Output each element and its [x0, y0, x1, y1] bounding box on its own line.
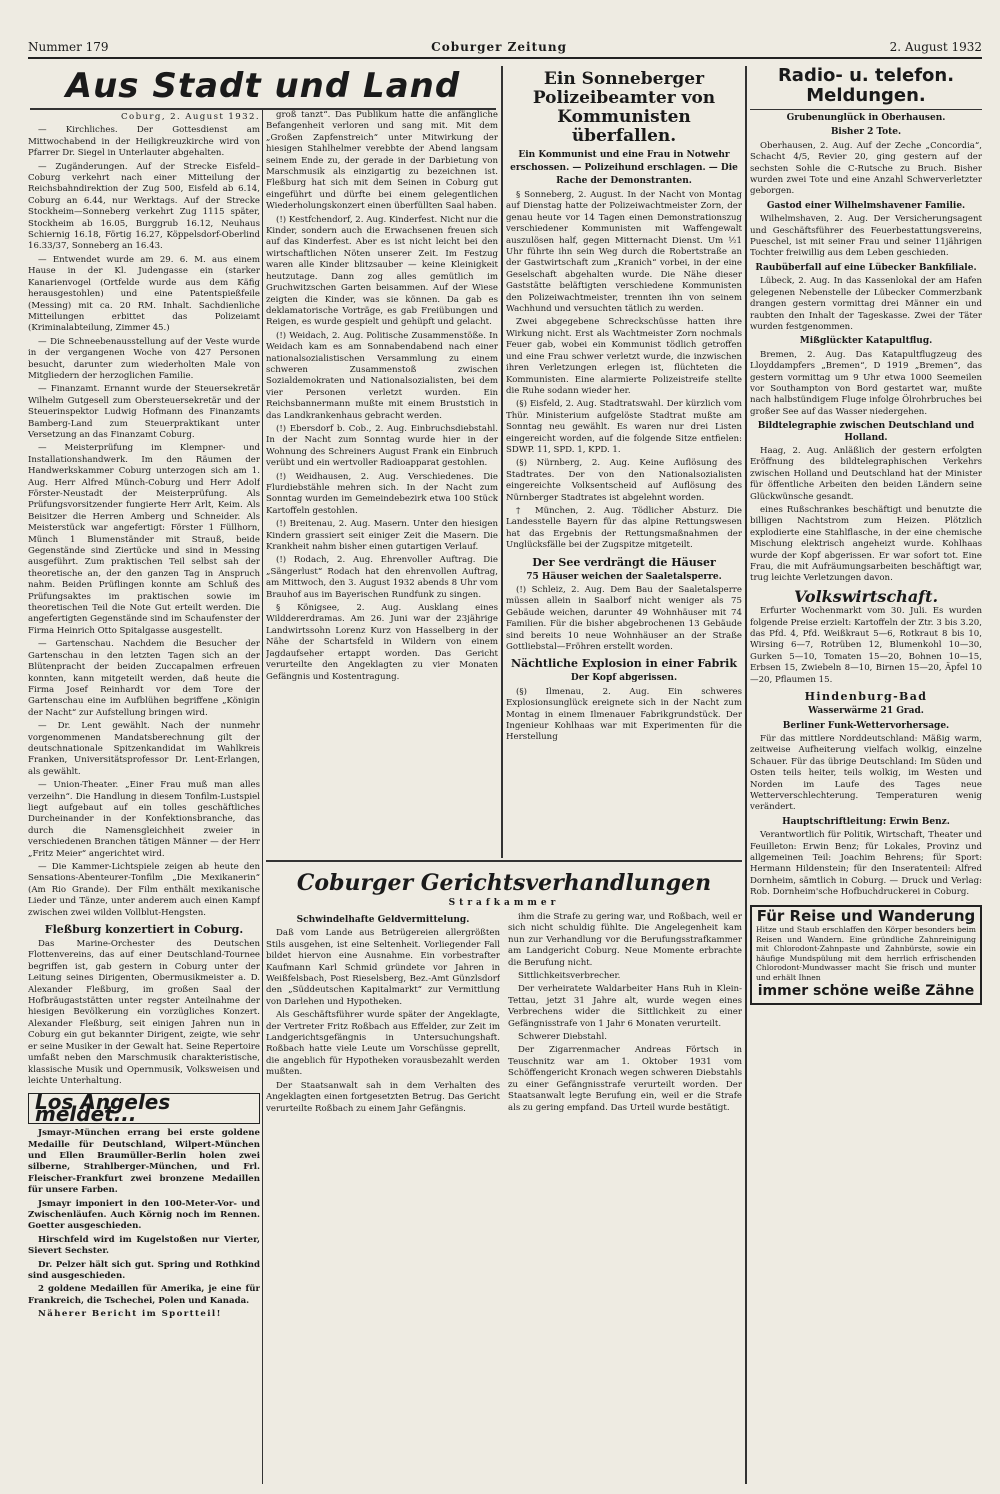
- news-paragraph: — Zugänderungen. Auf der Strecke Eisfeld–Coburg verkehrt nach einer Mitteilung der Reichsbahndirektion der Zug 500, Eisfeld ab 6.14, Coburg an 6.44, nur Werktags. Auf der Strecke Stockheim—Sonneberg verkehrt Zug 1115 später, Stockheim ab 16.05, Burggrub 16.12, Neuhaus Schiernig 16.18, Förtig 16.27, Köppelsdorf-Oberlind 16.33/37, Sonneberg an 16.43.: [28, 161, 260, 252]
- issue-date: 2. August 1932: [889, 40, 982, 54]
- news-paragraph: — Gartenschau. Nachdem die Besucher der Gartenschau in den letzten Tagen sich an der Blütenpracht der beiden Zuccapalmen erfreuen konnten, kann mitgeteilt werden, daß heute die Firma Josef Reinhardt vor dem Tore der Gartenschau eine im Aufblühen begriffene „Königin der Nacht“ zur Aufstellung bringen wird.: [28, 639, 260, 718]
- economy-text: Erfurter Wochenmarkt vom 30. Juli. Es wurden folgende Preise erzielt: Kartoffeln der Ztr. 3 bis 3.20, das Pfd. 4, Pfd. Weißkraut 5—6, Rotkraut 8 bis 10, Wirsing 6—7, Rotrüben 12, Blumenkohl 10—30, Gurken 5—10, Tomaten 15—20, Bohnen 10—15, Erbsen 15, Zwiebeln 8—10, Birnen 15—20, Äpfel 10—20, Pflaumen 15.: [750, 606, 982, 685]
- column-rule: [501, 66, 503, 858]
- economy-heading: Volkswirtschaft.: [793, 586, 939, 606]
- case-text: [266, 928, 500, 1115]
- radio-item-heading: Raubüberfall auf eine Lübecker Bankfiliale.: [755, 262, 977, 273]
- article-heading: Ein Sonneberger Polizeibeamter von Kommunisten überfallen.: [532, 69, 716, 146]
- dateline: Coburg, 2. August 1932.: [121, 112, 260, 122]
- section-title: Aus Stadt und Land: [30, 66, 496, 110]
- news-paragraph: — Dr. Lent gewählt. Nach der nunmehr vorgenommenen Mandatsberechnung gilt der deutschnationale Spitzenkandidat im Wahlkreis Franken, Universitätsprofessor Dr. Lent-Erlangen, als gewählt.: [28, 721, 260, 777]
- radio-item-text: Lübeck, 2. Aug. In das Kassenlokal der am Hafen gelegenen Nebenstelle der Lübecker Commerzbank drangen gestern vormittag drei Männer ein und raubten den Inhalt der Tageskasse. Zwei der Täter wurden festgenommen.: [750, 276, 982, 332]
- court-paragraph: Der verheiratete Waldarbeiter Hans Ruh in Klein-Tettau, jetzt 31 Jahre alt, wurde wegen eines Verbrechens wider die Sittlichkeit zu einer Gefängnisstrafe von 1 Jahr 6 Monaten verurteilt.: [508, 984, 742, 1029]
- news-paragraph: (!) Weidach, 2. Aug. Politische Zusammenstöße. In Weidach kam es am Sonnabendabend nach einer nationalsozialistischen Versammlung zu einem schweren Zusammenstoß zwischen Sozialdemokraten und Nationalsozialisten, bei dem vier Personen verletzt wurden. Ein Reichsbannermann mußte mit einem Bruststich in das Landkrankenhaus gebracht werden.: [266, 330, 498, 421]
- bath-heading: Hindenburg-Bad: [804, 690, 928, 704]
- olympics-paragraph: Hirschfeld wird im Kugelstoßen nur Vierter, Sievert Sechster.: [28, 1234, 260, 1257]
- column-3: [506, 66, 742, 852]
- news-paragraph: (§) Nürnberg, 2. Aug. Keine Auflösung des Stadtrates. Der von den Nationalsozialisten eingereichte Volksentscheid auf Auflösung des Nürnberger Stadtrates ist abgelehnt worden.: [506, 458, 742, 503]
- news-paragraph: — Die Schneebenausstellung auf der Veste wurde in der vergangenen Woche von 427 Personen besucht, darunter zum wiederholten Male von Mitgliedern der herzoglichen Familie.: [28, 336, 260, 381]
- explosion-article: [506, 687, 742, 744]
- masthead: Coburger Zeitung: [431, 40, 567, 54]
- olympics-paragraph: Dr. Pelzer hält sich gut. Spring und Rothkind sind ausgeschieden.: [28, 1259, 260, 1281]
- news-paragraph: Das Marine-Orchester des Deutschen Flottenvereins, das auf einer Deutschland-Tournee begriffen ist, gab gestern in Coburg unter der Leitung seines Dirigenten, Obermusikmeister a. D. Alexander Fleßburg, im großen Saal der Hofbräugaststätten unter regster Anteilnahme der hiesigen Bevölkerung ein vorzügliches Konzert. Alexander Fleßburg, seit einigen Jahren nun in Coburg ein gut bekannter Dirigent, zeigte, wie sehr er seine Musiker in der Gewalt hat. Seine Repertoire umfaßt neben den Marschmusik charakteristische, klassische Musik und Opernmusik, Volksweisen und leichte Unterhaltung.: [28, 939, 260, 1086]
- court-paragraph: Der Staatsanwalt sah in dem Verhalten des Angeklagten einen fortgesetzten Betrug. Das Gericht verurteilte Roßbach zu einem Jahr Gefängnis.: [266, 1080, 500, 1114]
- los-angeles-heading: Los Angeles meldet...: [28, 1093, 260, 1124]
- impressum-text: Verantwortlich für Politik, Wirtschaft, Theater und Feuilleton: Erwin Benz; für Lokales, Provinz und allgemeinen Teil: Joachim Behrens; für Sport: Hermann Hildenstein; für den Inseratenteil: Alfred Dornheim, sämtlich in Coburg. — Druck und Verlag: Rob. Dornheim'sche Hofbuchdruckerei in Coburg.: [750, 830, 982, 898]
- news-paragraph: — Finanzamt. Ernannt wurde der Steuersekretär Wilhelm Gutgesell zum Obersteuersekretär und der Steuerinspektor Ludwig Hofmann des Finanzamts Bamberg-Land zum Steuerpraktikant unter Versetzung an das Finanzamt Coburg.: [28, 384, 260, 440]
- ad-heading: Für Reise und Wanderung: [756, 906, 976, 925]
- news-paragraph: — Union-Theater. „Einer Frau muß man alles verzeihn“. Die Handlung in diesem Tonfilm-Lustspiel liegt aufgebaut auf ein tolles geschäftliches Durcheinander in der Konfektionsbranche, das durch die Namensgleichheit zweier in verschiedenen Branchen tätigen Männer — der Herr „Fritz Meier“ angerichtet wird.: [28, 780, 260, 859]
- column-rule: [745, 66, 747, 1484]
- news-paragraph: (!) Weidhausen, 2. Aug. Verschiedenes. Die Flurdiebstähle mehren sich. In der Nacht zum Sonntag wurden im Gemeindebezirk etwa 100 Stück Kartoffeln gestohlen.: [266, 471, 498, 516]
- news-paragraph: § Königsee, 2. Aug. Ausklang eines Wilddererdramas. Am 26. Juni war der 23jährige Landwirtssohn Lorenz Kurz von Hasselberg in der Nähe der Schartsfeld in Wildern von einem Jagdaufseher ertappt worden. Das Gericht verurteilte den Angeklagten zu vier Monaten Gefängnis und Kostentragung.: [266, 603, 498, 682]
- radio-item-heading: Grubenunglück in Oberhausen.: [786, 113, 946, 123]
- column-rule: [262, 110, 263, 1484]
- issue-number: Nummer 179: [28, 40, 109, 54]
- radio-item-text: Haag, 2. Aug. Anläßlich der gestern erfolgten Eröffnung des bildtelegraphischen Verkehrs zwischen Holland und Deutschland hat der Minister für öffentliche Arbeiten den beiden Ländern seine Glückwünsche gesandt.: [750, 445, 982, 502]
- column-1: [28, 112, 260, 1484]
- news-paragraph: — Die Kammer-Lichtspiele zeigen ab heute den Sensations-Abenteurer-Tonfilm „Die Mexikanerin“ (Am Rio Grande). Der Film enthält mexikanische Lieder und Tänze, unter anderem auch einen Kampf zwischen zwei wilden Vollblut-Hengsten.: [28, 862, 260, 918]
- news-paragraph: — Meisterprüfung im Klempner- und Installationshandwerk. Im den Räumen der Handwerkskammer Coburg unterzogen sich am 1. Aug. Herr Alfred Münch-Coburg und Herr Adolf Förster-Neustadt der Meisterprüfung. Als Prüfungsvorsitzender fungierte Herr Arlt, Keim. Als Beisitzer die Herren Amberg und Schneider. Als Meisterstück war angefertigt: Förster 1 Füllhorn, Münch 1 Blumenständer mit Strauß, beide Gegenstände sind Ziertücke und sind in Messing ausgeführt. Zum praktischen Teil selbst sah der theoretische an, der den ganzen Tag in Anspruch nahm. Beiden Prüflingen konnte am Schluß des Prüfungsaktes im praktischen sowie im theoretischen Teil die Note Gut erteilt werden. Die angefertigten Gegenstände sind im Schaufenster der Firma Heinrich Otto Spitalgasse ausgestellt.: [28, 443, 260, 636]
- article-subheading: Ein Kommunist und eine Frau in Notwehr erschossen. — Polizeihund erschlagen. — Die Rache der Demonstranten.: [510, 150, 738, 186]
- court-section: [266, 860, 742, 1484]
- sports-footer: Näherer Bericht im Sportteil!: [38, 1309, 222, 1320]
- saale-article: [506, 585, 742, 653]
- article-heading: Nächtliche Explosion in einer Fabrik: [511, 657, 737, 671]
- article-subheading: Der Kopf abgerissen.: [570, 673, 678, 684]
- weather-text: Für das mittlere Norddeutschland: Mäßig warm, zeitweise Aufheiterung vielfach wolkig, einzelne Schauer. Für das übrige Deutschland: Im Süden und Osten teils heiter, teils wolkig, im Westen und Norden im Laufe des Tages neue Wetterverschlechterung. Temperaturen wenig verändert.: [750, 733, 982, 813]
- news-paragraph: — Entwendet wurde am 29. 6. M. aus einem Hause in der Kl. Judengasse ein (starker Kanarienvogel (Ortfelde wurde aus dem Käfig herausgestohlen) und eine Patentspießfeile (Messing) mit ca. 20 RM. Inhalt. Sachdienliche Mitteilungen erbittet das Polizeiamt (Kriminalabteilung, Zimmer 45.): [28, 254, 260, 334]
- ad-slogan: immer schöne weiße Zähne: [757, 982, 975, 999]
- concert-article: [28, 939, 260, 1087]
- regional-news: [506, 399, 742, 551]
- court-column-right: [508, 912, 742, 1117]
- radio-news-heading: Radio- u. telefon. Meldungen.: [750, 66, 982, 110]
- court-paragraph: Sittlichkeitsverbrecher.: [518, 971, 621, 982]
- radio-item-heading: Bildtelegraphie zwischen Deutschland und Holland.: [757, 421, 975, 443]
- case-text: [508, 912, 742, 1114]
- court-paragraph: Daß vom Lande aus Betrügereien allergrößten Stils ausgehen, ist eine Seltenheit. Vorliegender Fall bildet hiervon eine Ausnahme. Ein vorbestrafter Kaufmann Karl Schmid gründete vor Jahren in Weißfelsbach, Post Rieselsberg, Bez.-Amt Günzlsdorf den „Süddeutschen Kapitalmarkt“ zur Vermittlung von Darlehen und Hypotheken.: [266, 928, 500, 1007]
- radio-item-heading: Mißglückter Katapultflug.: [799, 336, 933, 347]
- article-subheading: 75 Häuser weichen der Saaletalsperre.: [526, 571, 722, 582]
- news-paragraph: (§) Ilmenau, 2. Aug. Ein schweres Explosionsunglück ereignete sich in der Nacht zum Montag in einem Ilmenauer Fabrikgrundstück. Der Ingenieur Kohlhaas war mit Experimenten für die Herstellung: [506, 686, 742, 743]
- column-4: [750, 66, 982, 1484]
- article-heading: Fleßburg konzertiert in Coburg.: [44, 923, 244, 937]
- court-subheading: Strafkammer: [448, 898, 560, 908]
- radio-item-subheading: Bisher 2 Tote.: [830, 127, 902, 138]
- court-paragraph: Als Geschäftsführer wurde später der Angeklagte, der Vertreter Fritz Roßbach aus Effelder, zur Zeit im Landgerichtsgefängnis in Untersuchungshaft. Roßbach hatte viele Leute um Vorschüsse geprellt, die angeblich für Hypotheken vorausbezahlt werden mußten.: [266, 1010, 500, 1078]
- olympics-news: [28, 1128, 260, 1307]
- court-columns: [266, 912, 742, 1117]
- news-paragraph: (!) Kestfchendorf, 2. Aug. Kinderfest. Nicht nur die Kinder, sondern auch die Erwachsenen freuen sich auf das Kinderfest. Aber es ist nicht leicht bei den wirtschaftlichen Nöten unserer Zeit. Im Festzug waren alle Kinder blitzsauber — keine Kleinigkeit heutzutage. Dann zog alles gemütlich im Gruchwitzschen Garten beisammen. Auf der Wiese zeigten die Kinder, was sie können. Da gab es deklamatorische Vorträge, es gab Freiübungen und Reigen, es wurde gespielt und gehüpft und gelacht.: [266, 214, 498, 328]
- news-paragraph: § Sonneberg, 2. August. In der Nacht von Montag auf Dienstag hatte der Polizeiwachtmeister Zorn, der genau heute vor 14 Tagen einen Demonstrationszug verschiedener Kommunisten mit Waffengewalt auszulösen half, gegen Mitternacht Dienst. Um ½1 Uhr führte ihn sein Weg durch die Robertstraße an der Gastwirtschaft zum „Kranich“ vorbei, in der eine Geselschaft abgehalten wurde. Die Nähe dieser Gaststätte beläftigten verschiedene Kommunisten den Polizeiwachtmeister, trennten ihn von seinem Wachhund und versuchten tätlich zu werden.: [506, 190, 742, 315]
- bath-subheading: Wasserwärme 21 Grad.: [808, 706, 924, 717]
- advertisement: [750, 905, 982, 1005]
- olympics-paragraph: 2 goldene Medaillen für Amerika, je eine für Frankreich, die Tschechei, Polen und Kanada.: [28, 1284, 260, 1306]
- impressum-heading: Hauptschriftleitung: Erwin Benz.: [782, 816, 950, 827]
- court-heading: Coburger Gerichtsverhandlungen: [296, 870, 712, 896]
- sonneberg-article: [506, 190, 742, 397]
- ad-body: Hitze und Staub erschlaffen den Körper besonders beim Reisen und Wandern. Eine gründliche Zahnreinigung mit Chlorodont-Zahnpaste und Zahnbürste, sowie ein häufige Mundspülung mit dem herrlich erfrischenden Chlorodont-Mundwasser macht Sie frisch und munter und erhält Ihnen: [756, 925, 976, 982]
- news-paragraph: (!) Ebersdorf b. Cob., 2. Aug. Einbruchsdiebstahl. In der Nacht zum Sonntag wurde hier in der Wohnung des Schreiners August Frank ein Einbruch verübt und ein wertvoller Radioapparat gestohlen.: [266, 423, 498, 469]
- news-paragraph: (!) Breitenau, 2. Aug. Masern. Unter den hiesigen Kindern grassiert seit einiger Zeit die Masern. Die Krankheit nahm bisher einen gutartigen Verlauf.: [266, 519, 498, 553]
- radio-item-text: Bremen, 2. Aug. Das Katapultflugzeug des Lloyddampfers „Bremen“, D 1919 „Bremen“, das gestern vormittag um 9 Uhr etwa 1000 Seemeilen vor Southampton von Bord gestartet war, mußte nach halbstündigem Fluge infolge Ölrohrbruches bei großer See auf das Wasser niedergehen.: [750, 349, 982, 417]
- news-paragraph: — Kirchliches. Der Gottesdienst am Mittwochabend in der Heiligkreuzkirche wird von Pfarrer Dr. Siegel in Unterlauter abgehalten.: [28, 125, 260, 159]
- case-heading: Schwindelhafte Geldvermittelung.: [296, 915, 470, 925]
- radio-item-text: eines Rußschrankes beschäftigt und benutzte die billigen Nachtstrom zum Heizen. Plötzlich explodierte eine Stahlflasche, in der eine chemische Mischung elektrisch angeheizt wurde. Kohlhaas wurde der Kopf abgerissen. Er war sofort tot. Eine Frau, die mit Aufräumungsarbeiten beschäftigt war, trug leichte Verletzungen davon.: [750, 505, 982, 584]
- olympics-paragraph: Jsmayr-München errang bei erste goldene Medaille für Deutschland, Wilpert-München und Ellen Braumüller-Berlin holen zwei silberne, Strahlberger-München, und Frl. Fleischer-Frankfurt zwei bronzene Medaillen für unsere Farben.: [28, 1128, 260, 1196]
- news-paragraph: Zwei abgegebene Schreckschüsse hatten ihre Wirkung nicht. Erst als Wachtmeister Zorn nochmals Feuer gab, wobei ein Kommunist tödlich getroffen und eine Frau schwer verletzt wurde, die inzwischen ihren Verletzungen erlegen ist, flüchteten die Kommunisten. Eine alarmierte Polizeistreife stellte die Ruhe sodann wieder her.: [506, 317, 742, 396]
- court-paragraph: ihm die Strafe zu gering war, und Roßbach, weil er sich nicht schuldig fühlte. Die Angelegenheit kam nun zur Verhandlung vor die Berufungsstrafkammer am Landgericht Coburg. Neue Momente erbrachte die Berufung nicht.: [508, 912, 742, 968]
- weather-heading: Berliner Funk-Wettervorhersage.: [782, 720, 950, 731]
- court-paragraph: Der Zigarrenmacher Andreas Förtsch in Teuschnitz war am 1. Oktober 1931 vom Schöffengericht Kronach wegen schweren Diebstahls zu einer Gefängnisstrafe verurteilt worden. Der Staatsanwalt legte Berufung ein, weil er die Strafe als zu gering empfand. Das Urteil wurde bestätigt.: [508, 1045, 742, 1113]
- olympics-paragraph: Jsmayr imponiert in den 100-Meter-Vor- und Zwischenläufen. Auch Körnig noch im Rennen. Goetter ausgeschieden.: [28, 1198, 260, 1232]
- article-heading: Der See verdrängt die Häuser: [532, 555, 716, 569]
- radio-item-text: Oberhausen, 2. Aug. Auf der Zeche „Concordia“, Schacht 4/5, Revier 20, ging gestern auf der sechsten Sohle die C-Rutsche zu Bruch. Bisher wurden zwei Tote und eine Anzahl Schwerverletzter geborgen.: [750, 140, 982, 197]
- news-paragraph: (!) Schleiz, 2. Aug. Dem Bau der Saaletalsperre müssen allein in Saalborf nicht weniger als 75 Gebäude weichen, darunter 49 Wohnhäuser mit 74 Familien. Für die bisher abgebrochenen 13 Gebäude sind bereits 10 neue Wohnhäuser an der Straße Gottliebstal—Fröhren erstellt worden.: [506, 585, 742, 653]
- radio-news-items: [750, 113, 982, 585]
- news-paragraph: groß tanzt“. Das Publikum hatte die anfängliche Befangenheit verloren und sang mit. Mit dem „Großen Zapfenstreich“ unter Mitwirkung der hiesigen Stahlhelmer verebbte der Abend langsam seinem Ende zu, der gerade in der Darbietung von Marschmusik als einzigartig zu bezeichnen ist. Fleßburg hat sich mit dem Seinen in Coburg gut eingeführt und dürfte bei einem gelegentlichen Wiederholungskonzert einen überfüllten Saal haben.: [266, 110, 498, 212]
- radio-item-heading: Gastod einer Wilhelmshavener Familie.: [766, 200, 966, 211]
- column-2-articles: [266, 110, 498, 683]
- court-column-left: [266, 912, 500, 1117]
- column-1-articles: [28, 125, 260, 919]
- court-paragraph: Schwerer Diebstahl.: [518, 1032, 607, 1043]
- column-2: [266, 110, 498, 850]
- page-header: [28, 34, 982, 59]
- news-paragraph: † München, 2. Aug. Tödlicher Absturz. Die Landesstelle Bayern für das alpine Rettungswesen hat das Ergebnis der Rettungsmaßnahmen der Unglücksfälle bei der Zugspitze mitgeteilt.: [506, 505, 742, 551]
- news-paragraph: (§) Eisfeld, 2. Aug. Stadtratswahl. Der kürzlich vom Thür. Ministerium aufgelöste Stadtrat mußte am Sonntag neu gewählt. Es waren nur drei Listen eingereicht worden, auf die folgende Sitze entfielen: SDWP. 11, SPD. 1, KPD. 1.: [506, 399, 742, 455]
- news-paragraph: (!) Rodach, 2. Aug. Ehrenvoller Auftrag. Die „Sängerlust“ Rodach hat den ehrenvollen Auftrag, am Mittwoch, den 3. August 1932 abends 8 Uhr vom Brauhof aus im Bayerischen Rundfunk zu singen.: [266, 555, 498, 600]
- radio-item-text: Wilhelmshaven, 2. Aug. Der Versicherungsagent und Geschäftsführer des Feuerbestattungsvereins, Pueschel, ist mit seiner Frau und seiner 11jährigen Tochter freiwillig aus dem Leben geschieden.: [750, 214, 982, 259]
